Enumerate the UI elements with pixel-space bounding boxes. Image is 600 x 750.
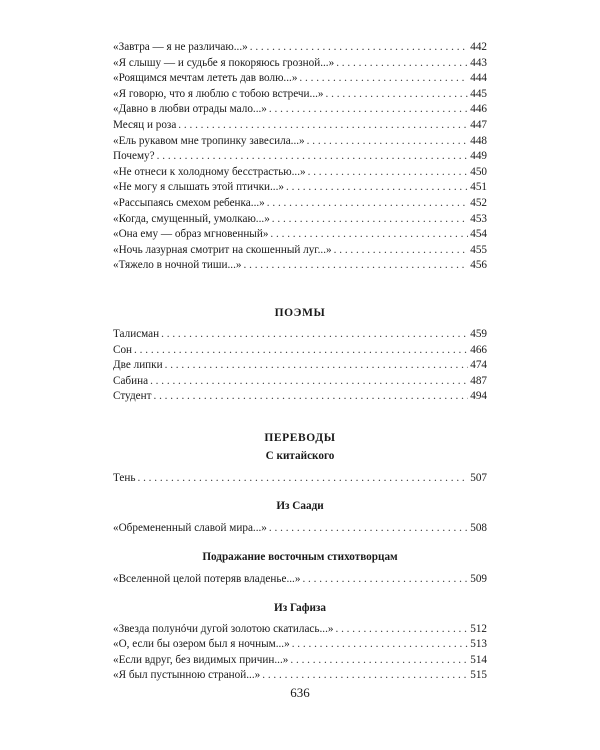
subsection-title-chinese: С китайского [265, 449, 335, 462]
entry-page: 450 [470, 165, 487, 178]
entry-title: «Роящимся мечтам лететь дав волю...» [113, 72, 298, 85]
entry-page: 446 [470, 103, 487, 116]
entry-page: 449 [470, 150, 487, 163]
toc-entry [113, 149, 487, 165]
leader-dots [292, 637, 469, 653]
entry-title: Талисман [113, 327, 160, 340]
entry-title: «О, если бы озером был я ночным...» [113, 638, 290, 651]
leader-dots [272, 212, 468, 228]
toc-entry [113, 343, 487, 359]
entry-page: 444 [470, 72, 487, 85]
entry-page: 452 [470, 196, 487, 209]
entry-title: «Я был пустынною страной...» [113, 669, 261, 682]
entry-page: 474 [470, 359, 487, 372]
entry-title: «Я говорю, что я люблю с тобою встречи...» [113, 87, 324, 100]
entry-title: «Когда, смущенный, умолкаю...» [113, 212, 270, 225]
toc-entry [113, 118, 487, 134]
leader-dots [286, 180, 468, 196]
toc-entry [113, 637, 487, 653]
leader-dots [150, 374, 468, 390]
toc-entry [113, 374, 487, 390]
entry-title: «Звезда полунóчи дугой золотою скатилась...» [113, 622, 334, 635]
entry-title: Сон [113, 343, 133, 356]
toc-entry [113, 243, 487, 259]
entry-page: 451 [470, 181, 487, 194]
leader-dots [137, 471, 468, 487]
entry-title: «Ель рукавом мне тропинку завесила...» [113, 134, 305, 147]
leader-dots [336, 56, 468, 72]
entry-title: «Я слышу — и судьбе я покоряюсь грозной...» [113, 56, 335, 69]
toc-group-lyrics [113, 40, 487, 274]
toc-group-hafiz [113, 622, 487, 684]
entry-title: «Завтра — я не различаю...» [113, 41, 248, 53]
entry-title: Месяц и роза [113, 118, 177, 131]
toc-entry [113, 87, 487, 103]
entry-page: 513 [470, 638, 487, 651]
toc-entry [113, 327, 487, 343]
toc-entry [113, 258, 487, 274]
toc-entry [113, 521, 487, 537]
section-title-translations: ПЕРЕВОДЫ [264, 431, 336, 444]
toc-entry [113, 653, 487, 669]
entry-page: 442 [470, 41, 487, 53]
leader-dots [290, 653, 468, 669]
entry-title: «Если вдруг, без видимых причин...» [113, 653, 289, 666]
subsection-title-saadi: Из Саади [276, 500, 324, 513]
toc-entry [113, 40, 487, 56]
entry-title: «Давно в любви отрады мало...» [113, 103, 267, 116]
entry-title: «Рассыпаясь смехом ребенка...» [113, 196, 265, 209]
table-of-contents [113, 40, 487, 684]
leader-dots [307, 134, 469, 150]
toc-entry [113, 71, 487, 87]
toc-entry [113, 622, 487, 638]
subsection-title-eastern-poets: Подражание восточным стихотворцам [202, 551, 398, 564]
toc-entry [113, 471, 487, 487]
entry-title: Тень [113, 471, 136, 484]
entry-page: 494 [470, 390, 487, 403]
leader-dots [269, 521, 468, 537]
entry-page: 445 [470, 87, 487, 100]
entry-page: 459 [470, 327, 487, 340]
toc-entry [113, 227, 487, 243]
toc-entry [113, 212, 487, 228]
leader-dots [267, 196, 468, 212]
entry-title: «Тяжело в ночной тиши...» [113, 259, 242, 272]
entry-page: 454 [470, 228, 487, 241]
entry-page: 447 [470, 118, 487, 131]
entry-page: 515 [470, 669, 487, 682]
section-title-poems: ПОЭМЫ [274, 306, 326, 319]
leader-dots [153, 389, 468, 405]
entry-page: 512 [470, 622, 487, 635]
leader-dots [165, 358, 469, 374]
entry-title: «Ночь лазурная смотрит на скошенный луг...» [113, 243, 332, 256]
entry-page: 487 [470, 374, 487, 387]
toc-entry [113, 389, 487, 405]
entry-page: 456 [470, 259, 487, 272]
entry-page: 443 [470, 56, 487, 69]
leader-dots [244, 258, 469, 274]
toc-entry [113, 165, 487, 181]
leader-dots [302, 572, 468, 588]
leader-dots [335, 622, 468, 638]
leader-dots [157, 149, 469, 165]
toc-entry [113, 358, 487, 374]
toc-entry [113, 572, 487, 588]
leader-dots [178, 118, 468, 134]
entry-title: Две липки [113, 359, 163, 372]
page-number: 636 [290, 685, 310, 700]
entry-title: «Она ему — образ мгновенный» [113, 228, 269, 241]
toc-entry [113, 56, 487, 72]
toc-entry [113, 134, 487, 150]
toc-entry [113, 180, 487, 196]
toc-group-poems [113, 327, 487, 405]
leader-dots [334, 243, 469, 259]
entry-title: «Не могу я слышать этой птички...» [113, 181, 284, 194]
entry-page: 507 [470, 471, 487, 484]
entry-page: 508 [470, 522, 487, 535]
subsection-title-hafiz: Из Гафиза [274, 601, 326, 614]
leader-dots [262, 668, 468, 684]
leader-dots [326, 87, 469, 103]
entry-page: 514 [470, 653, 487, 666]
leader-dots [270, 227, 468, 243]
leader-dots [134, 343, 468, 359]
entry-page: 509 [470, 573, 487, 586]
toc-entry [113, 102, 487, 118]
entry-page: 448 [470, 134, 487, 147]
toc-entry [113, 196, 487, 212]
entry-title: «Не отнеси к холодному бесстрастью...» [113, 165, 306, 178]
leader-dots [250, 40, 469, 56]
leader-dots [269, 102, 468, 118]
leader-dots [299, 71, 468, 87]
entry-page: 466 [470, 343, 487, 356]
entry-page: 455 [470, 243, 487, 256]
leader-dots [161, 327, 468, 343]
entry-title: Сабина [113, 374, 149, 387]
entry-title: Почему? [113, 150, 155, 163]
leader-dots [308, 165, 469, 181]
entry-title: «Вселенной целой потеряв владенье...» [113, 573, 301, 586]
toc-entry [113, 668, 487, 684]
entry-title: «Обремененный славой мира...» [113, 522, 267, 535]
entry-page: 453 [470, 212, 487, 225]
entry-title: Студент [113, 390, 152, 403]
